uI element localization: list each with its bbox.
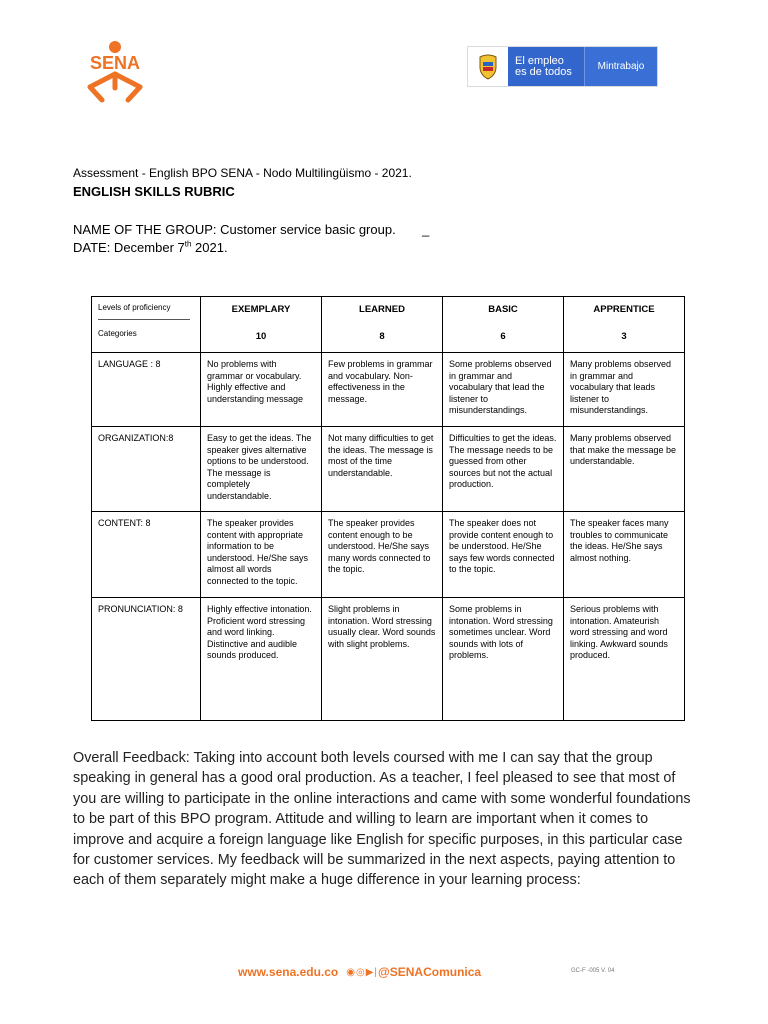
- rubric-header-row: [92, 297, 685, 353]
- category-cell: LANGUAGE : 8: [92, 353, 201, 427]
- footer-social-handle[interactable]: @SENAComunica: [378, 965, 482, 979]
- separator-icon: |: [374, 966, 379, 978]
- rubric-row-pronunciation: [92, 598, 685, 721]
- sena-logo-text: SENA: [89, 53, 141, 73]
- mintrabajo-banner: [467, 46, 658, 87]
- category-cell: CONTENT: 8: [92, 512, 201, 598]
- level-header-exemplary: [201, 297, 322, 353]
- social-icons: [346, 967, 378, 978]
- date-year: 2021.: [191, 240, 228, 255]
- rubric-cell: Difficulties to get the ideas. The message needs to be guessed from other sources but not the actual production.: [443, 427, 564, 512]
- gov-slogan-line1: El empleo: [515, 54, 564, 67]
- rubric-cell: Few problems in grammar and vocabulary. Non-effectiveness in the message.: [322, 353, 443, 427]
- rubric-cell: The speaker does not provide content enough to be understood. He/She says few words connected to the topic.: [443, 512, 564, 598]
- group-line-underscore: _: [422, 222, 430, 237]
- category-cell: PRONUNCIATION: 8: [92, 598, 201, 721]
- gov-slogan: [508, 47, 584, 86]
- rubric-cell: The speaker provides content enough to be understood. He/She says many words connected to the topic.: [322, 512, 443, 598]
- level-score: 3: [621, 330, 627, 342]
- rubric-cell: Many problems observed in grammar and vocabulary that leads listener to misunderstandings.: [564, 353, 685, 427]
- categories-label: Categories: [98, 329, 137, 338]
- rubric-title: ENGLISH SKILLS RUBRIC: [73, 184, 235, 199]
- level-score: 10: [255, 330, 267, 342]
- overall-feedback-paragraph: Overall Feedback: Taking into account both levels coursed with me I can say that the group speaking in general has a good oral production. As a teacher, I feel pleased to see that most of you are willing to participate in the online interactions and came with some wonderful foundations to be part of this BPO program. Attitude and willing to learn are important when it comes to improve and acquire a foreign language like English for specific purposes, in this particular case for customer services. My feedback will be summarized in the next aspects, paying attention to each of them separately might make a huge difference in your learning process:: [73, 750, 691, 889]
- level-header-learned: [322, 297, 443, 353]
- rubric-cell: Some problems observed in grammar and vocabulary that lead the listener to misunderstandings.: [443, 353, 564, 427]
- level-score: 6: [500, 330, 506, 342]
- rubric-cell: Many problems observed that make the message be understandable.: [564, 427, 685, 512]
- footer-url-link[interactable]: www.sena.edu.co: [238, 965, 339, 979]
- level-header-basic: [443, 297, 564, 353]
- assessment-line: Assessment - English BPO SENA - Nodo Multilingüismo - 2021.: [73, 166, 412, 180]
- rubric-cell: Serious problems with intonation. Amateurish word stressing and word linking. Awkward sounds produced.: [564, 598, 685, 721]
- date-suffix: th: [184, 239, 192, 249]
- date-line: [73, 240, 228, 255]
- gov-slogan-line2: es de todos: [515, 65, 572, 78]
- group-name-line: NAME OF THE GROUP: Customer service basic group.: [73, 222, 396, 237]
- level-header-apprentice: [564, 297, 685, 353]
- rubric-table: [91, 296, 685, 721]
- rubric-cell: The speaker faces many troubles to communicate the ideas. He/She says almost nothing.: [564, 512, 685, 598]
- footer: [238, 962, 481, 982]
- level-name: BASIC: [488, 304, 518, 315]
- date-prefix: DATE: December 7: [73, 240, 185, 255]
- level-name: LEARNED: [359, 304, 405, 315]
- rubric-row-language: [92, 353, 685, 427]
- coat-of-arms-icon: [468, 47, 508, 86]
- youtube-icon[interactable]: ▶: [365, 966, 375, 978]
- rubric-corner-cell: [92, 297, 201, 353]
- rubric-cell: The speaker provides content with appropriate information to be understood. He/She says almost all words connected to the topic.: [201, 512, 322, 598]
- rubric-cell: Highly effective intonation. Proficient word stressing and word linking. Distinctive and audible sounds produced.: [201, 598, 322, 721]
- rubric-cell: Some problems in intonation. Word stressing sometimes unclear. Word sounds with lots of problems.: [443, 598, 564, 721]
- level-name: EXEMPLARY: [231, 304, 291, 315]
- instagram-icon[interactable]: ◎: [355, 966, 366, 978]
- sena-logo: [74, 40, 156, 104]
- corner-divider: [98, 319, 190, 320]
- document-code: GC-F -005 V. 04: [571, 968, 615, 974]
- gov-ministry: Mintrabajo: [584, 47, 657, 86]
- rubric-row-organization: [92, 427, 685, 512]
- rubric-cell: Not many difficulties to get the ideas. The message is most of the time understandable.: [322, 427, 443, 512]
- rubric-row-content: [92, 512, 685, 598]
- rubric-cell: Easy to get the ideas. The speaker gives alternative options to be understood. The message is completely understandable.: [201, 427, 322, 512]
- category-cell: ORGANIZATION:8: [92, 427, 201, 512]
- facebook-icon[interactable]: ◉: [346, 966, 356, 978]
- level-name: APPRENTICE: [593, 304, 655, 315]
- rubric-cell: Slight problems in intonation. Word stressing usually clear. Word sounds with slight problems.: [322, 598, 443, 721]
- level-score: 8: [379, 330, 385, 342]
- levels-of-proficiency-label: Levels of proficiency: [98, 303, 171, 312]
- rubric-cell: No problems with grammar or vocabulary. Highly effective and understanding message: [201, 353, 322, 427]
